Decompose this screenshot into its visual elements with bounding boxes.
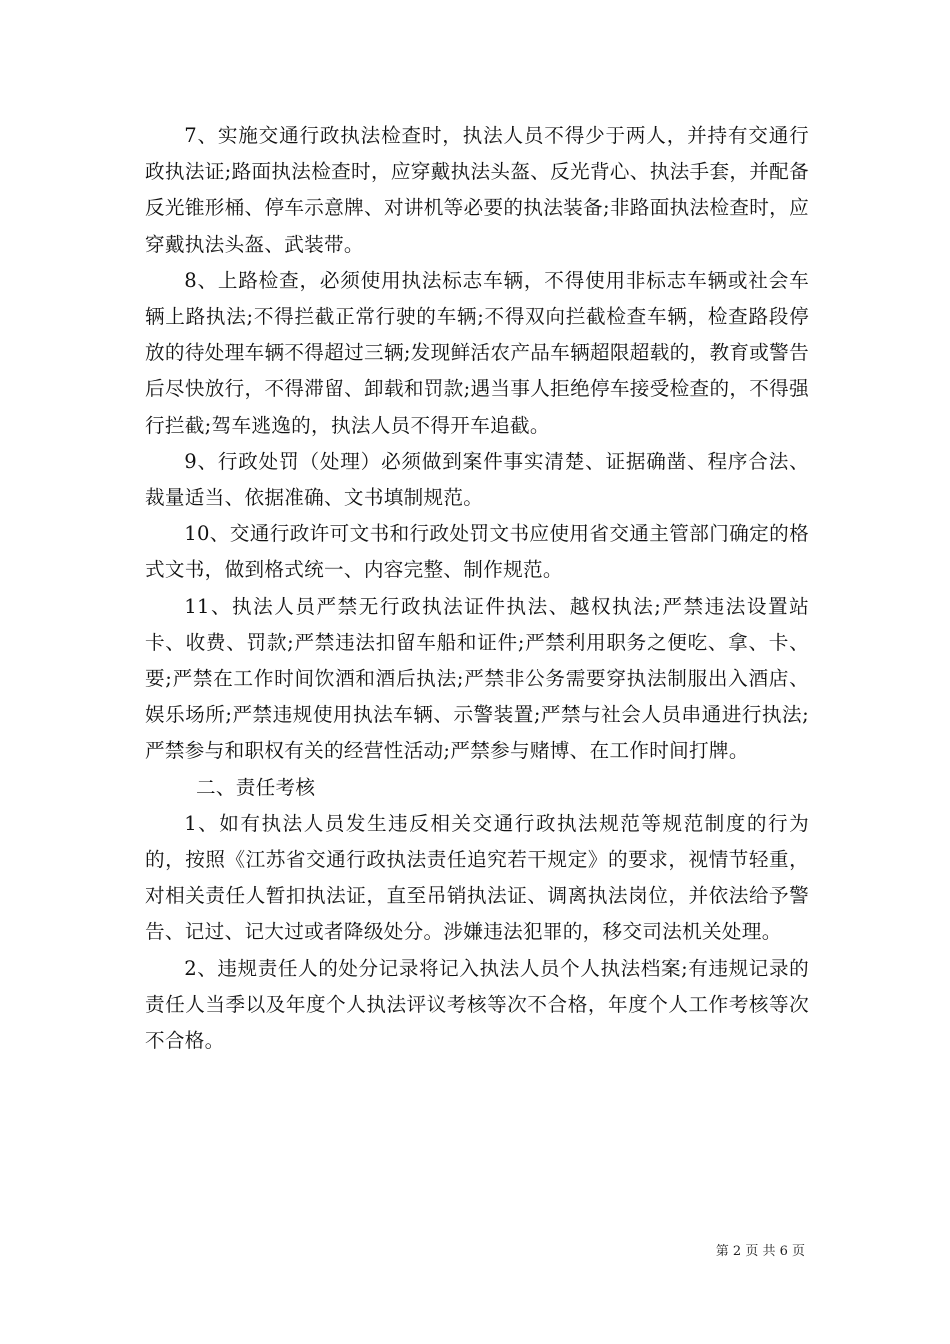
paragraph-11: 11、执法人员严禁无行政执法证件执法、越权执法;严禁违法设置站卡、收费、罚款;严禁违法扣留车船和证件;严禁利用职务之便吃、拿、卡、要;严禁在工作时间饮酒和酒后执法;严禁非公务需要穿执法制服出入酒店、娱乐场所;严禁违规使用执法车辆、示警装置;严禁与社会人员串通进行执法;严禁参与和职权有关的经营性活动;严禁参与赌博、在工作时间打牌。 (145, 594, 809, 763)
document-body (145, 118, 809, 1059)
page-number-footer: 第 2 页 共 6 页 (715, 1244, 805, 1259)
section-paragraph-1: 1、如有执法人员发生违反相关交通行政执法规范等规范制度的行为的，按照《江苏省交通行政执法责任追究若干规定》的要求，视情节轻重，对相关责任人暂扣执法证，直至吊销执法证、调离执法岗位，并依法给予警告、记过、记大过或者降级处分。涉嫌违法犯罪的，移交司法机关处理。 (145, 811, 809, 944)
paragraph-10: 10、交通行政许可文书和行政处罚文书应使用省交通主管部门确定的格式文书，做到格式统一、内容完整、制作规范。 (145, 522, 809, 582)
section-paragraph-2: 2、违规责任人的处分记录将记入执法人员个人执法档案;有违规记录的责任人当季以及年度个人执法评议考核等次不合格，年度个人工作考核等次不合格。 (145, 956, 809, 1053)
paragraph-9: 9、行政处罚（处理）必须做到案件事实清楚、证据确凿、程序合法、裁量适当、依据准确、文书填制规范。 (145, 449, 809, 510)
paragraph-7: 7、实施交通行政执法检查时，执法人员不得少于两人，并持有交通行政执法证;路面执法检查时，应穿戴执法头盔、反光背心、执法手套，并配备反光锥形桶、停车示意牌、对讲机等必要的执法装备;非路面执法检查时，应穿戴执法头盔、武装带。 (145, 124, 809, 256)
section-heading: 二、责任考核 (195, 775, 316, 799)
paragraph-8: 8、上路检查，必须使用执法标志车辆，不得使用非标志车辆或社会车辆上路执法;不得拦截正常行驶的车辆;不得双向拦截检查车辆，检查路段停放的待处理车辆不得超过三辆;发现鲜活农产品车辆超限超载的，教育或警告后尽快放行，不得滞留、卸载和罚款;遇当事人拒绝停车接受检查的，不得强行拦截;驾车逃逸的，执法人员不得开车追截。 (145, 268, 809, 437)
